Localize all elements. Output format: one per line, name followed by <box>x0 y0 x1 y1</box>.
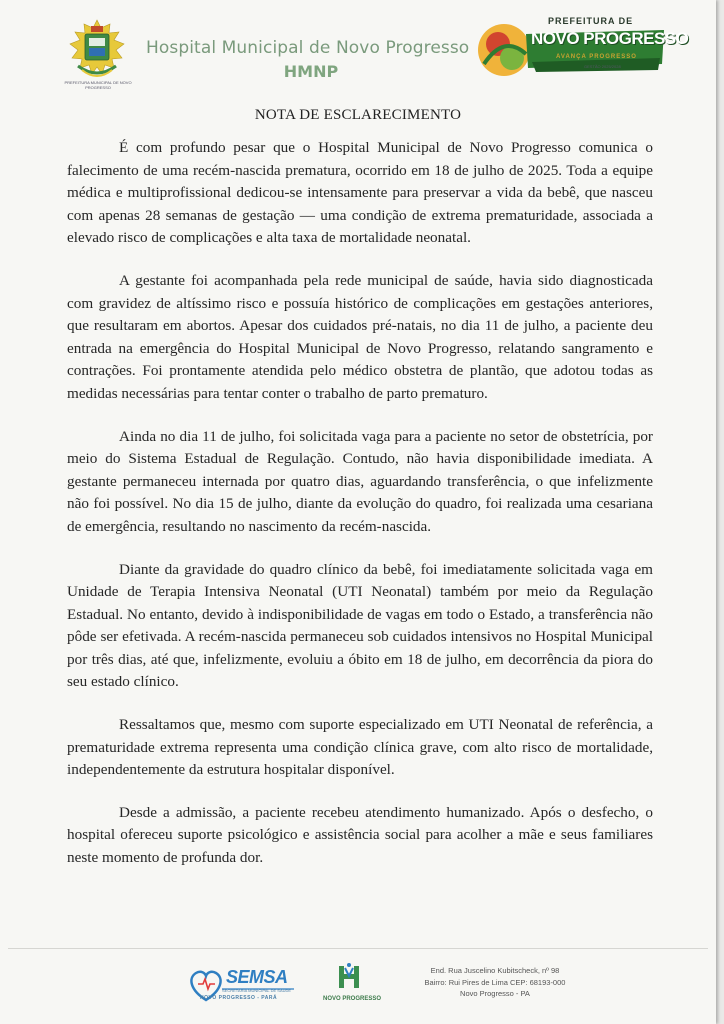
semsa-subtitle: SECRETARIA MUNICIPAL DE SAÚDE <box>222 988 292 993</box>
prefeitura-term: GESTÃO 2025/2028 <box>584 64 621 69</box>
address-line: Bairro: Rui Pires de Lima CEP: 68193-000 <box>424 977 566 987</box>
footer-divider <box>8 948 708 949</box>
prefeitura-slogan: AVANÇA PROGRESSO <box>556 54 637 60</box>
hm-hospital-logo-icon <box>336 962 362 992</box>
address-line: End. Rua Juscelino Kubitscheck, nº 98 <box>430 966 560 975</box>
footer-address <box>408 965 582 1000</box>
crest-caption: PREFEITURA MUNICIPAL DE NOVO PROGRESSO <box>64 80 132 90</box>
hm-caption: NOVO PROGRESSO <box>322 996 381 1002</box>
document-title: NOTA DE ESCLARECIMENTO <box>254 107 462 123</box>
prefeitura-city: NOVO PROGRESSO <box>531 29 689 48</box>
paragraph: Desde a admissão, a paciente recebeu atendimento humanizado. Após o desfecho, o hospital ofereceu suporte psicológico e assistência social para acolher a mãe e seus familiares neste momento de profunda dor. <box>67 803 653 867</box>
paragraph: É com profundo pesar que o Hospital Municipal de Novo Progresso comunica o falecimento de uma recém-nascida prematura, ocorrido em 18 de julho de 2025. Toda a equipe médica e multiprofissional dedicou-se intensamente para preservar a vida da bebê, que nasceu com apenas 28 semanas de gestação — uma condição de extrema prematuridade, associada a elevado risco de complicações e alta taxa de mortalidade neonatal. <box>67 139 653 247</box>
municipal-crest-icon <box>64 18 130 88</box>
address-line: Novo Progresso - PA <box>460 989 530 998</box>
semsa-place: NOVO PROGRESSO - PARÁ <box>200 995 278 1001</box>
semsa-wordmark: SEMSA <box>226 967 288 987</box>
paragraph: Ressaltamos que, mesmo com suporte especializado em UTI Neonatal de referência, a prematuridade extrema representa uma condição clínica grave, com alto risco de mortalidade, independentemente da estrutura hospitalar disponível. <box>67 716 653 779</box>
letterhead <box>0 0 716 100</box>
hospital-abbreviation: HMNP <box>283 62 339 81</box>
paragraph: Ainda no dia 11 de julho, foi solicitada vaga para a paciente no setor de obstetrícia, por meio do Sistema Estadual de Regulação. Contudo, não havia disponibilidade imediata. A gestante permaneceu internada por quatro dias, aguardando transferência, o que infelizmente não foi possível. No dia 15 de julho, diante da evolução do quadro, foi realizada uma cesariana de emergência, resultando no nascimento da recém-nascida. <box>67 427 653 535</box>
paragraph: A gestante foi acompanhada pela rede municipal de saúde, havia sido diagnosticada com gravidez de altíssimo risco e possuía histórico de complicações em gestações anteriores, que resultaram em abortos. Apesar dos cuidados pré-natais, no dia 11 de julho, a paciente deu entrada na emergência do Hospital Municipal de Novo Progresso, relatando sangramento e contrações. Foi prontamente atendida pelo médico obstetra de plantão, que adotou todas as medidas necessárias para tentar conter o trabalho de parto prematuro. <box>67 271 653 402</box>
paragraph: Diante da gravidade do quadro clínico da bebê, foi imediatamente solicitada vaga em Unidade de Terapia Intensiva Neonatal (UTI Neonatal) também por meio da Regulação Estadual. No entanto, devido à indisponibilidade de vagas em todo o Estado, a transferência não pôde ser efetivada. A recém-nascida permaneceu sob cuidados intensivos no Hospital Municipal por três dias, até que, infelizmente, evoluiu a óbito em 18 de julho, em decorrência da piora do seu estado clínico. <box>67 560 653 691</box>
document-body <box>67 137 653 890</box>
prefeitura-label: PREFEITURA DE <box>548 16 634 26</box>
hospital-name: Hospital Municipal de Novo Progresso <box>146 38 470 58</box>
